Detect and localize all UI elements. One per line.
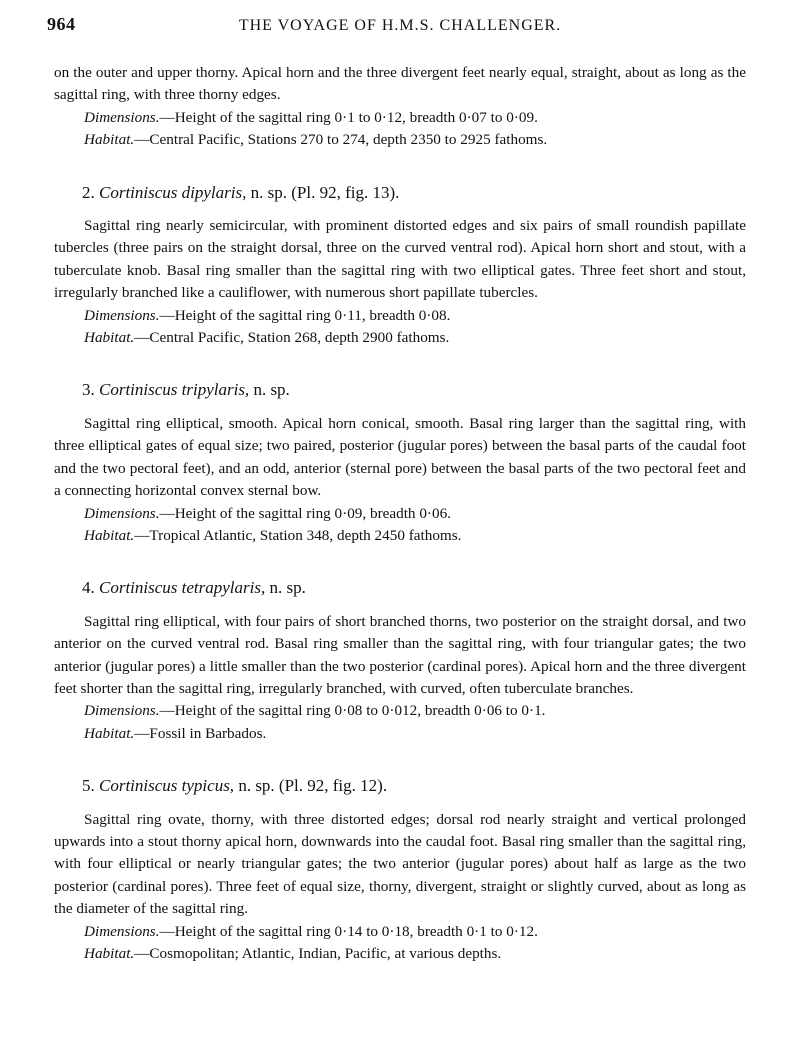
dimensions-line [54,107,746,129]
dimensions-label: Dimensions. [84,306,160,324]
dimensions-text: —Height of the sagittal ring 0·08 to 0·012, breadth 0·06 to 0·1. [159,702,546,720]
species-name: Cortiniscus tripylaris, [99,380,250,400]
species-heading [54,379,746,401]
dimensions-text: —Height of the sagittal ring 0·09, breadth 0·06. [159,504,451,522]
species-heading [54,775,746,797]
dimensions-label: Dimensions. [84,504,160,522]
species-description: Sagittal ring nearly semicircular, with prominent distorted edges and six pairs of small roundish papillate tubercles (three pairs on the straight dorsal, three on the curved ventral rod). Apical horn short and stout, with a tuberculate knob. Basal ring smaller than the sagittal ring with two elliptical gates. Three feet short and stout, irregularly branched like a cauliflower, with numerous short papillate tubercles. [54,217,746,302]
species-number: 4. [82,578,95,598]
dimensions-line [54,921,746,943]
habitat-line [54,129,746,151]
habitat-line [54,525,746,547]
species-name: Cortiniscus typicus, [99,776,235,796]
running-title: THE VOYAGE OF H.M.S. CHALLENGER. [238,17,562,34]
dimensions-line [54,700,746,722]
habitat-line [54,943,746,965]
habitat-label: Habitat. [84,724,135,742]
dimensions-label: Dimensions. [84,702,160,720]
page-header [0,14,800,44]
dimensions-label: Dimensions. [84,922,160,940]
species-suffix: n. sp. (Pl. 92, fig. 12). [234,776,388,796]
species-suffix: n. sp. (Pl. 92, fig. 13). [246,182,400,202]
habitat-line [54,327,746,349]
species-suffix: n. sp. [249,380,290,400]
dimensions-text: —Height of the sagittal ring 0·14 to 0·18, breadth 0·1 to 0·12. [159,922,538,940]
habitat-text: —Cosmopolitan; Atlantic, Indian, Pacific, at various depths. [134,945,502,962]
dimensions-line [54,305,746,327]
species-heading [54,182,746,204]
species-suffix: n. sp. [265,578,306,598]
species-number: 3. [82,380,95,400]
habitat-text: —Central Pacific, Station 268, depth 2900 fathoms. [134,329,450,347]
habitat-text: —Central Pacific, Stations 270 to 274, depth 2350 to 2925 fathoms. [134,131,548,149]
species-name: Cortiniscus tetrapylaris, [99,578,266,598]
habitat-line [54,723,746,745]
habitat-label: Habitat. [84,131,135,149]
habitat-label: Habitat. [84,329,135,347]
species-description: Sagittal ring elliptical, smooth. Apical horn conical, smooth. Basal ring larger than the sagittal ring, with three elliptical gates of equal size; two paired, posterior (jugular pores) between the basal parts of the caudal foot and the two pectoral feet), and an odd, anterior (sternal pore) between the basal parts of the two pectoral feet and a connecting horizontal convex sternal bow. [54,414,746,500]
habitat-label: Habitat. [84,945,135,962]
dimensions-line [54,503,746,525]
text-body [54,62,746,965]
habitat-text: —Fossil in Barbados. [134,724,267,742]
species-description: Sagittal ring elliptical, with four pairs of short branched thorns, two posterior on the straight dorsal, and two anterior on the curved ventral rod. Basal ring smaller than the sagittal ring, with four triangular gates; the two anterior (jugular pores) a little smaller than the two posterior (cardinal pores). Apical horn and the three divergent feet shorter than the sagittal ring, irregularly branched, with curved, often tuberculate branches. [54,612,746,697]
habitat-text: —Tropical Atlantic, Station 348, depth 2450 fathoms. [134,526,462,544]
continuation-paragraph: on the outer and upper thorny. Apical horn and the three divergent feet nearly equal, straight, about as long as the sagittal ring, with three thorny edges. [54,64,746,104]
habitat-label: Habitat. [84,526,135,544]
species-number: 5. [82,776,95,796]
species-name: Cortiniscus dipylaris, [99,182,247,202]
species-heading [54,577,746,599]
dimensions-text: —Height of the sagittal ring 0·11, breadth 0·08. [159,306,451,324]
species-description: Sagittal ring ovate, thorny, with three distorted edges; dorsal rod nearly straight and vertical prolonged upwards into a stout thorny apical horn, downwards into the caudal foot. Basal ring smaller than the sagittal ring, with four elliptical or nearly triangular gates; the two anterior (jugular pores) about half as large as the two posterior (cardinal pores). Three feet of equal size, thorny, divergent, straight or slightly curved, about as long as the diameter of the sagittal ring. [54,810,746,918]
species-number: 2. [82,182,95,202]
page-number: 964 [47,14,76,34]
dimensions-label: Dimensions. [84,108,160,126]
dimensions-text: —Height of the sagittal ring 0·1 to 0·12, breadth 0·07 to 0·09. [159,108,538,126]
